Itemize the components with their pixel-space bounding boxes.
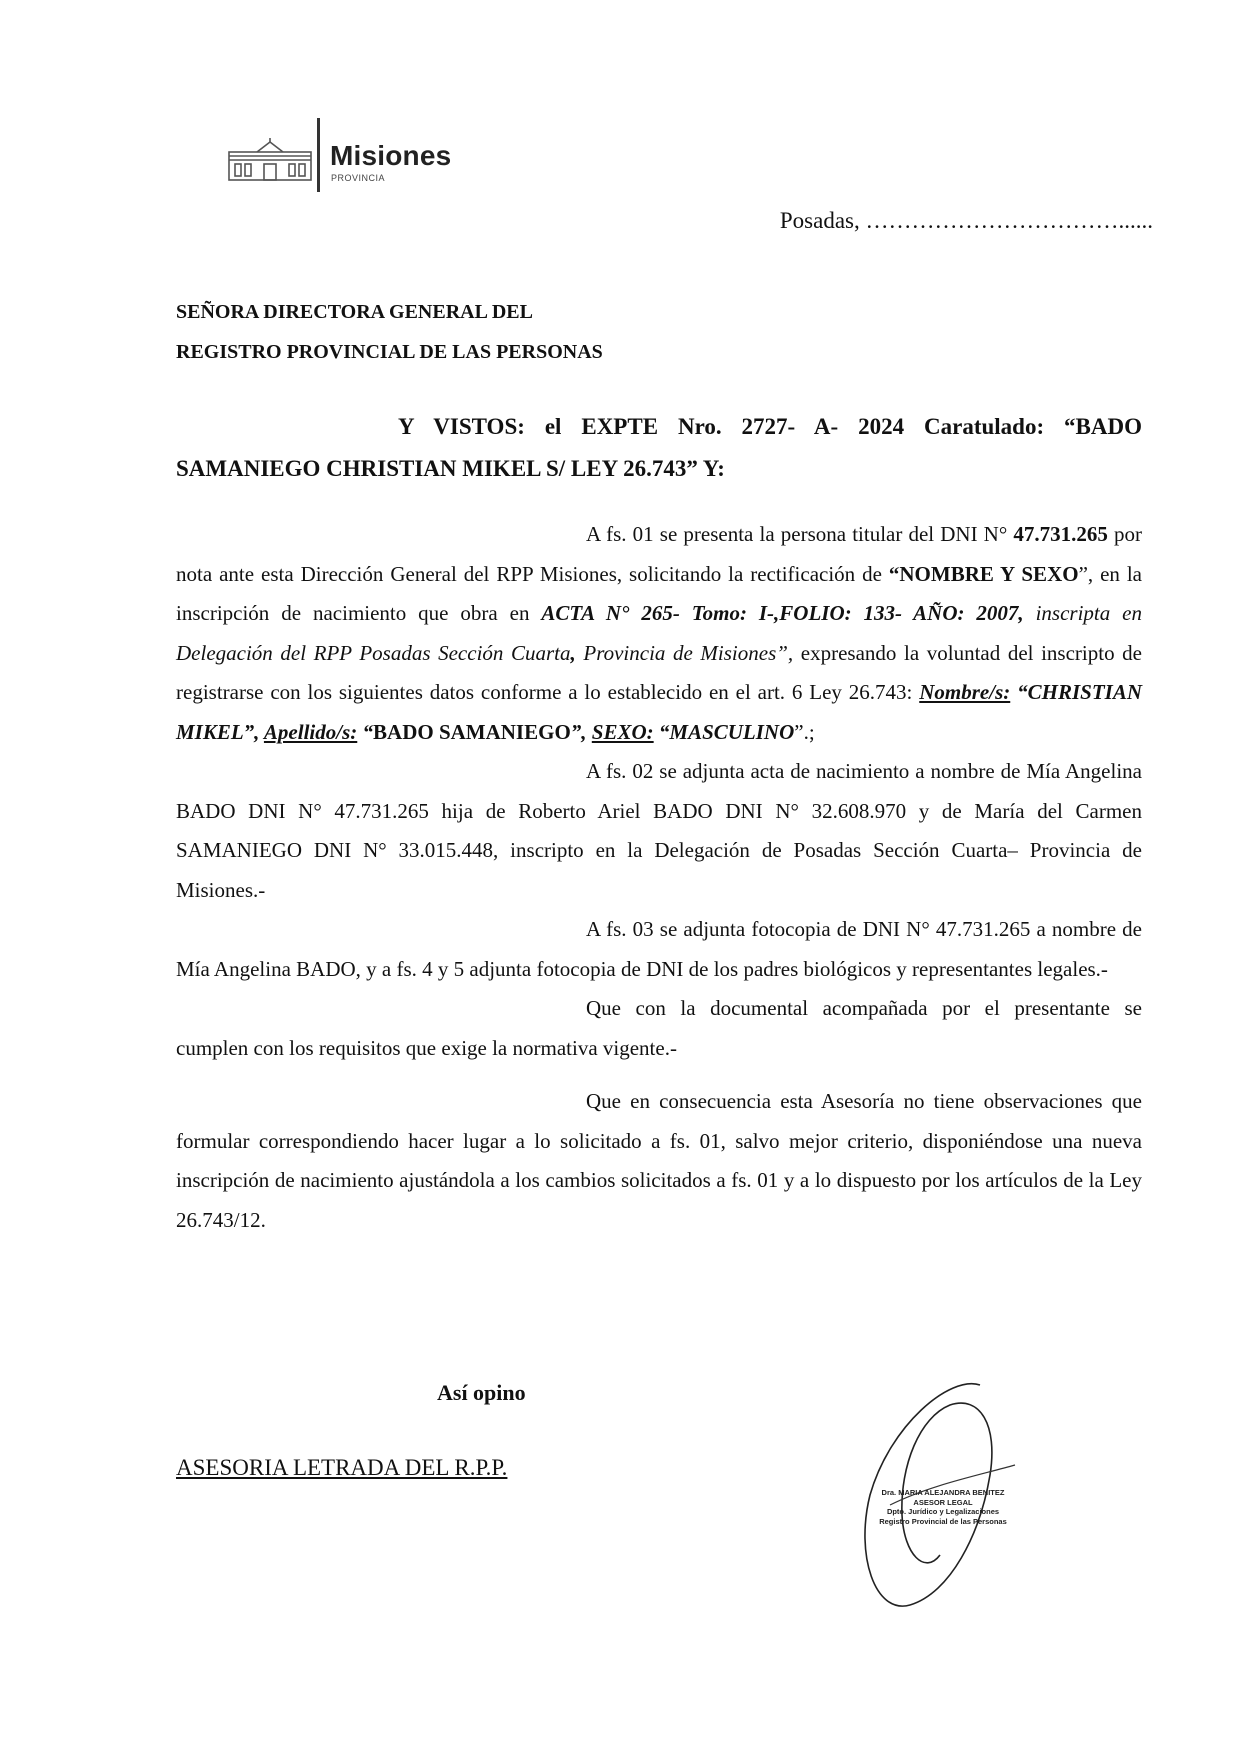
stamp-line-1: Dra. MARIA ALEJANDRA BENITEZ [881, 1488, 1005, 1497]
paragraph-fs02: A fs. 02 se adjunta acta de nacimiento a nombre de Mía Angelina BADO DNI N° 47.731.265 hija de Roberto Ariel BADO DNI N° 32.608.970 y de María del Carmen SAMANIEGO DNI N° 33.015.448, inscripto en la Delegación de Posadas Sección Cuarta– Provincia de Misiones.- [176, 759, 1142, 902]
legal-advisor-stamp [878, 1488, 1008, 1526]
government-house-icon [227, 138, 313, 182]
closing-phrase: Así opino [437, 1380, 526, 1405]
logo-divider [317, 118, 320, 192]
logo-name: Misiones [330, 140, 452, 171]
addressee-line-2: REGISTRO PROVINCIAL DE LAS PERSONAS [176, 341, 603, 363]
heading-line-1: Y VISTOS: el EXPTE Nro. 2727- A- 2024 Caratulado: “BADO [398, 414, 1142, 439]
stamp-line-2: ASESOR LEGAL [913, 1497, 973, 1507]
place-date: Posadas, ……………………………...... [779, 208, 1153, 233]
paragraph-fs01: A fs. 01 se presenta la persona titular del DNI N° 47.731.265 por nota ante esta Dirección General del RPP Misiones, solicitando la rectificación de “NOMBRE Y SEXO”, en la inscripción de nacimiento que obra en ACTA N° 265- Tomo: I-,FOLIO: 133- AÑO: 2007, inscripta en Delegación del RPP Posadas Sección Cuarta, Provincia de Misiones”, expresando la voluntad del inscripto de registrarse con los siguientes datos conforme a lo establecido en el art. 6 Ley 26.743: Nombre/s: “CHRISTIAN MIKEL”, Apellido/s: “BADO SAMANIEGO”, SEXO: “MASCULINO”.; [176, 522, 1143, 744]
stamp-line-3: Dpto. Jurídico y Legalizaciones [886, 1507, 1000, 1516]
paragraph-conclusion: Que en consecuencia esta Asesoría no tiene observaciones que formular correspondiendo hacer lugar a lo solicitado a fs. 01, salvo mejor criterio, disponiéndose una nueva inscripción de nacimiento ajustándola a los cambios solicitados a fs. 01 y a lo dispuesto por los artículos de la Ley 26.743/12. [176, 1089, 1142, 1232]
addressee [176, 292, 603, 372]
addressee-line-1: SEÑORA DIRECTORA GENERAL DEL [176, 301, 533, 323]
misiones-logo [227, 118, 477, 198]
document-body [176, 515, 1142, 1240]
stamp-line-4: Registro Provincial de las Personas [879, 1516, 1007, 1526]
heading-line-2: SAMANIEGO CHRISTIAN MIKEL S/ LEY 26.743” Y: [176, 456, 725, 481]
logo-subtitle: PROVINCIA [331, 173, 386, 183]
case-heading [176, 406, 1142, 490]
paragraph-documental: Que con la documental acompañada por el presentante se cumplen con los requisitos que exige la normativa vigente.- [176, 996, 1142, 1060]
paragraph-fs03: A fs. 03 se adjunta fotocopia de DNI N° 47.731.265 a nombre de Mía Angelina BADO, y a fs. 4 y 5 adjunta fotocopia de DNI de los padres biológicos y representantes legales.- [176, 917, 1142, 981]
office-signature-line: ASESORIA LETRADA DEL R.P.P. [176, 1455, 508, 1480]
